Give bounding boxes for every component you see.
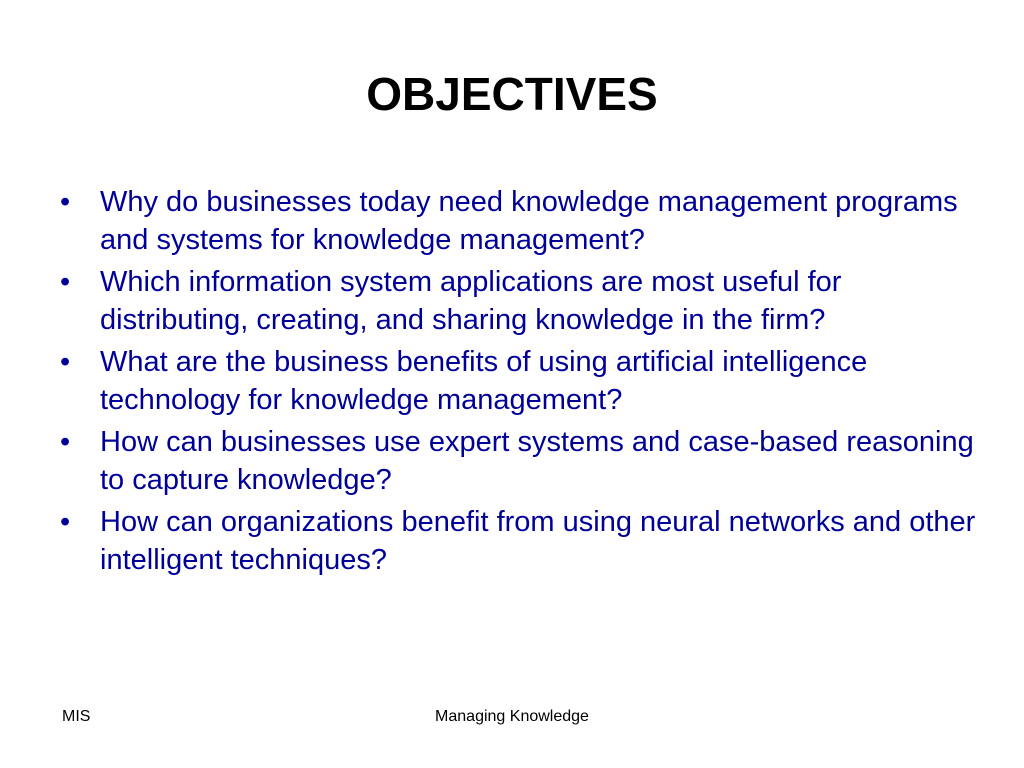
bullet-icon: • [60, 266, 71, 298]
bullet-icon: • [60, 506, 71, 538]
bullet-text: Which information system applications are most useful for distributing, creating, and sharing knowledge in the firm? [100, 266, 842, 336]
bullet-text: How can organizations benefit from using neural networks and other intelligent techniques? [100, 506, 976, 576]
bullet-text: What are the business benefits of using artificial intelligence technology for knowledge management? [100, 346, 868, 416]
bullet-icon: • [60, 346, 71, 378]
footer-chapter-title: Managing Knowledge [435, 708, 589, 725]
bullet-text: Why do businesses today need knowledge management programs and systems for knowledge management? [100, 186, 958, 256]
list-item [58, 503, 978, 579]
bullet-icon: • [60, 186, 71, 218]
list-item [58, 183, 978, 259]
objectives-list [58, 183, 978, 583]
footer-course-label: MIS [62, 708, 91, 725]
list-item [58, 343, 978, 419]
bullet-text: How can businesses use expert systems and case-based reasoning to capture knowledge? [100, 426, 974, 496]
list-item [58, 263, 978, 339]
list-item [58, 423, 978, 499]
slide-title: OBJECTIVES [366, 68, 658, 120]
bullet-icon: • [60, 426, 71, 458]
